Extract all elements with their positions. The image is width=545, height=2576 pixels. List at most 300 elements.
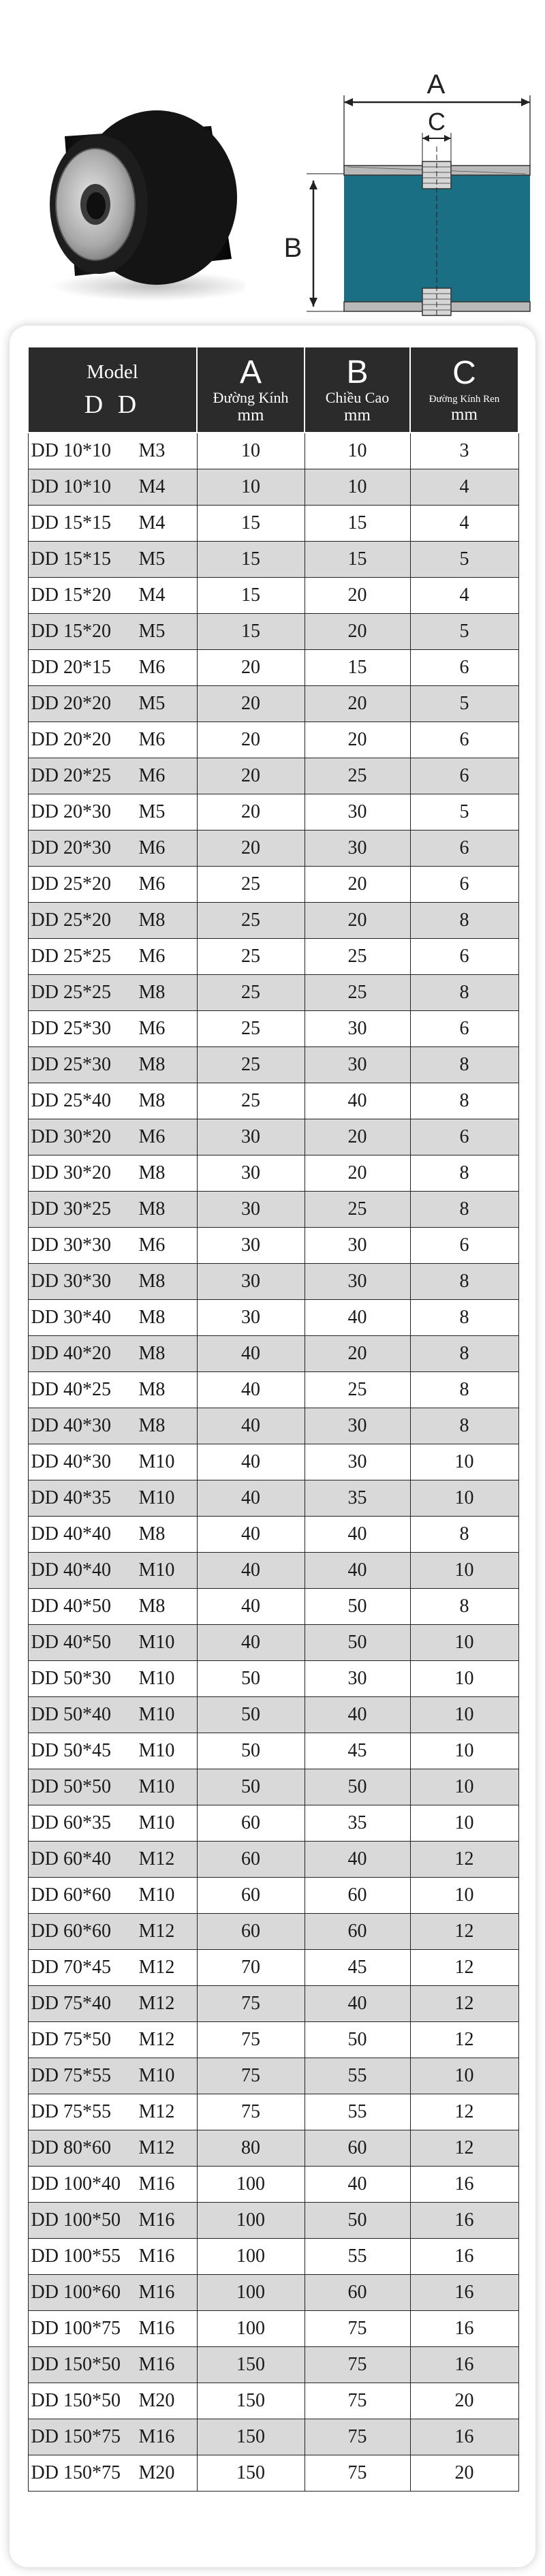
table-row <box>28 722 518 758</box>
spec-table-body <box>28 433 518 2492</box>
diameter-cell: 25 <box>197 1083 305 1119</box>
diameter-cell: 100 <box>197 2239 305 2275</box>
model-thread: M10 <box>138 1776 175 1797</box>
thread-diameter-cell: 8 <box>410 1408 518 1444</box>
height-cell: 30 <box>305 1661 410 1697</box>
thread-diameter-cell: 8 <box>410 975 518 1011</box>
table-row <box>28 1300 518 1336</box>
model-thread: M10 <box>138 1668 175 1689</box>
diameter-cell: 40 <box>197 1625 305 1661</box>
model-size: DD 25*40 <box>31 1090 111 1111</box>
model-thread: M8 <box>138 1343 166 1364</box>
model-thread: M4 <box>138 476 166 497</box>
thread-diameter-cell: 12 <box>410 1950 518 1986</box>
table-row <box>28 2419 518 2455</box>
model-cell <box>28 939 197 975</box>
model-cell <box>28 2203 197 2239</box>
spec-table <box>27 346 519 2492</box>
model-thread: M8 <box>138 1162 166 1183</box>
thread-diameter-cell: 8 <box>410 1589 518 1625</box>
table-row <box>28 2383 518 2419</box>
diameter-cell: 40 <box>197 1372 305 1408</box>
model-cell <box>28 2347 197 2383</box>
model-thread: M5 <box>138 801 166 822</box>
table-row <box>28 2275 518 2311</box>
diameter-cell: 50 <box>197 1733 305 1769</box>
diameter-cell: 15 <box>197 578 305 614</box>
model-cell <box>28 578 197 614</box>
model-thread: M5 <box>138 548 166 570</box>
thread-diameter-cell: 10 <box>410 1769 518 1805</box>
thread-diameter-cell: 16 <box>410 2167 518 2203</box>
model-size: DD 75*55 <box>31 2101 111 2122</box>
table-row <box>28 2058 518 2094</box>
diameter-cell: 100 <box>197 2203 305 2239</box>
table-row <box>28 1228 518 1264</box>
diameter-cell: 50 <box>197 1697 305 1733</box>
thread-diameter-cell: 12 <box>410 1986 518 2022</box>
model-thread: M4 <box>138 512 166 533</box>
model-thread: M12 <box>138 2137 175 2158</box>
model-size: DD 15*15 <box>31 548 111 570</box>
height-cell: 40 <box>305 1986 410 2022</box>
model-cell <box>28 1480 197 1517</box>
thread-diameter-cell: 16 <box>410 2311 518 2347</box>
model-column-header <box>28 347 197 433</box>
thread-diameter-cell: 8 <box>410 1300 518 1336</box>
diameter-cell: 150 <box>197 2347 305 2383</box>
table-row <box>28 542 518 578</box>
thread-diameter-cell: 12 <box>410 1914 518 1950</box>
thread-diameter-cell: 10 <box>410 1444 518 1480</box>
height-cell: 25 <box>305 975 410 1011</box>
table-row <box>28 2311 518 2347</box>
model-thread: M8 <box>138 1596 166 1617</box>
model-cell <box>28 903 197 939</box>
height-cell: 35 <box>305 1805 410 1842</box>
table-row <box>28 939 518 975</box>
height-cell: 30 <box>305 1408 410 1444</box>
model-size: DD 25*20 <box>31 873 111 895</box>
height-cell: 55 <box>305 2239 410 2275</box>
height-cell: 20 <box>305 722 410 758</box>
table-row <box>28 1697 518 1733</box>
model-cell <box>28 1950 197 1986</box>
model-cell <box>28 1842 197 1878</box>
table-row <box>28 1878 518 1914</box>
model-size: DD 100*75 <box>31 2318 121 2339</box>
diameter-cell: 70 <box>197 1950 305 1986</box>
thread-header-name: Đường Kính Ren <box>429 393 500 405</box>
diameter-cell: 60 <box>197 1878 305 1914</box>
model-thread: M16 <box>138 2318 175 2339</box>
model-thread: M16 <box>138 2426 175 2447</box>
thread-diameter-cell: 12 <box>410 2094 518 2130</box>
table-row <box>28 1480 518 1517</box>
model-thread: M6 <box>138 765 166 786</box>
model-size: DD 25*30 <box>31 1018 111 1039</box>
thread-diameter-cell: 4 <box>410 469 518 506</box>
height-cell: 20 <box>305 903 410 939</box>
thread-diameter-cell: 16 <box>410 2419 518 2455</box>
model-thread: M16 <box>138 2246 175 2267</box>
model-cell <box>28 2311 197 2347</box>
diameter-cell: 100 <box>197 2311 305 2347</box>
height-cell: 20 <box>305 1155 410 1192</box>
model-cell <box>28 542 197 578</box>
model-cell <box>28 1228 197 1264</box>
height-cell: 25 <box>305 1192 410 1228</box>
model-cell <box>28 1011 197 1047</box>
diameter-cell: 100 <box>197 2167 305 2203</box>
thread-diameter-cell: 20 <box>410 2383 518 2419</box>
diameter-cell: 30 <box>197 1300 305 1336</box>
table-row <box>28 1805 518 1842</box>
table-row <box>28 2130 518 2167</box>
thread-diameter-cell: 5 <box>410 542 518 578</box>
model-cell <box>28 794 197 831</box>
diameter-cell: 20 <box>197 686 305 722</box>
model-cell <box>28 614 197 650</box>
model-size: DD 150*75 <box>31 2426 121 2447</box>
model-size: DD 20*30 <box>31 837 111 858</box>
height-cell: 30 <box>305 794 410 831</box>
table-row <box>28 831 518 867</box>
height-cell: 40 <box>305 1697 410 1733</box>
diameter-header-unit: mm <box>237 405 264 424</box>
height-cell: 40 <box>305 1300 410 1336</box>
model-thread: M8 <box>138 1415 166 1436</box>
model-size: DD 50*40 <box>31 1704 111 1725</box>
model-thread: M6 <box>138 1018 166 1039</box>
thread-diameter-cell: 8 <box>410 903 518 939</box>
table-row <box>28 1769 518 1805</box>
model-thread: M10 <box>138 1704 175 1725</box>
table-row <box>28 578 518 614</box>
diameter-cell: 100 <box>197 2275 305 2311</box>
diameter-cell: 25 <box>197 903 305 939</box>
model-thread: M20 <box>138 2462 175 2483</box>
model-size: DD 40*20 <box>31 1343 111 1364</box>
table-row <box>28 1408 518 1444</box>
model-cell <box>28 2419 197 2455</box>
model-size: DD 25*20 <box>31 910 111 931</box>
model-cell <box>28 2275 197 2311</box>
model-size: DD 20*15 <box>31 657 111 678</box>
diameter-header-letter: A <box>239 354 262 390</box>
thread-diameter-cell: 12 <box>410 2130 518 2167</box>
model-cell <box>28 975 197 1011</box>
model-cell <box>28 758 197 794</box>
model-thread: M16 <box>138 2173 175 2194</box>
diameter-cell: 150 <box>197 2383 305 2419</box>
model-size: DD 20*20 <box>31 729 111 750</box>
thread-diameter-cell: 6 <box>410 758 518 794</box>
table-row <box>28 1986 518 2022</box>
model-thread: M16 <box>138 2354 175 2375</box>
table-row <box>28 1119 518 1155</box>
thread-diameter-cell: 3 <box>410 433 518 469</box>
diameter-cell: 50 <box>197 1769 305 1805</box>
diameter-cell: 15 <box>197 542 305 578</box>
model-size: DD 150*50 <box>31 2390 121 2411</box>
table-row <box>28 1625 518 1661</box>
diameter-cell: 25 <box>197 1011 305 1047</box>
model-size: DD 150*50 <box>31 2354 121 2375</box>
model-cell <box>28 2167 197 2203</box>
table-row <box>28 1155 518 1192</box>
model-cell <box>28 1372 197 1408</box>
model-thread: M8 <box>138 1379 166 1400</box>
model-cell <box>28 1805 197 1842</box>
model-thread: M12 <box>138 1957 175 1978</box>
model-cell <box>28 469 197 506</box>
table-row <box>28 1372 518 1408</box>
thread-diameter-cell: 5 <box>410 686 518 722</box>
model-thread: M16 <box>138 2209 175 2231</box>
table-row <box>28 469 518 506</box>
height-cell: 75 <box>305 2455 410 2492</box>
model-size: DD 50*50 <box>31 1776 111 1797</box>
model-size: DD 20*25 <box>31 765 111 786</box>
height-cell: 60 <box>305 1878 410 1914</box>
model-thread: M10 <box>138 2065 175 2086</box>
model-size: DD 60*60 <box>31 1921 111 1942</box>
table-row <box>28 867 518 903</box>
model-cell <box>28 1444 197 1480</box>
diameter-cell: 30 <box>197 1228 305 1264</box>
table-row <box>28 1842 518 1878</box>
table-row <box>28 650 518 686</box>
model-size: DD 40*35 <box>31 1487 111 1508</box>
table-row <box>28 686 518 722</box>
model-thread: M6 <box>138 1126 166 1147</box>
model-cell <box>28 2239 197 2275</box>
height-cell: 60 <box>305 2130 410 2167</box>
table-row <box>28 758 518 794</box>
thread-diameter-cell: 12 <box>410 1842 518 1878</box>
height-cell: 30 <box>305 1444 410 1480</box>
table-row <box>28 1553 518 1589</box>
model-cell <box>28 650 197 686</box>
thread-diameter-cell: 10 <box>410 1625 518 1661</box>
model-size: DD 50*30 <box>31 1668 111 1689</box>
model-thread: M12 <box>138 2029 175 2050</box>
model-cell <box>28 1155 197 1192</box>
height-cell: 30 <box>305 1047 410 1083</box>
model-cell <box>28 506 197 542</box>
diameter-cell: 60 <box>197 1914 305 1950</box>
model-thread: M10 <box>138 1487 175 1508</box>
model-size: DD 60*60 <box>31 1884 111 1906</box>
thread-diameter-cell: 16 <box>410 2203 518 2239</box>
diameter-cell: 25 <box>197 975 305 1011</box>
model-size: DD 100*55 <box>31 2246 121 2267</box>
thread-diameter-cell: 6 <box>410 831 518 867</box>
diameter-cell: 15 <box>197 614 305 650</box>
model-cell <box>28 1625 197 1661</box>
thread-diameter-cell: 8 <box>410 1155 518 1192</box>
height-cell: 55 <box>305 2058 410 2094</box>
height-cell: 20 <box>305 686 410 722</box>
height-cell: 15 <box>305 506 410 542</box>
height-cell: 30 <box>305 831 410 867</box>
table-row <box>28 975 518 1011</box>
diameter-cell: 10 <box>197 469 305 506</box>
height-cell: 40 <box>305 1517 410 1553</box>
model-size: DD 10*10 <box>31 440 111 461</box>
model-thread: M20 <box>138 2390 175 2411</box>
model-size: DD 100*50 <box>31 2209 121 2231</box>
model-size: DD 40*25 <box>31 1379 111 1400</box>
model-size: DD 100*60 <box>31 2282 121 2303</box>
model-size: DD 60*35 <box>31 1812 111 1833</box>
model-size: DD 40*50 <box>31 1632 111 1653</box>
model-thread: M8 <box>138 982 166 1003</box>
diameter-cell: 40 <box>197 1444 305 1480</box>
diameter-column-header <box>197 347 305 433</box>
thread-diameter-cell: 10 <box>410 1878 518 1914</box>
thread-diameter-cell: 8 <box>410 1517 518 1553</box>
thread-diameter-cell: 5 <box>410 614 518 650</box>
model-thread: M10 <box>138 1451 175 1472</box>
diameter-cell: 25 <box>197 939 305 975</box>
height-cell: 15 <box>305 542 410 578</box>
model-size: DD 25*30 <box>31 1054 111 1075</box>
model-thread: M12 <box>138 2101 175 2122</box>
rubber-mount-image <box>27 102 245 307</box>
table-header-row <box>28 347 518 433</box>
height-cell: 40 <box>305 1842 410 1878</box>
model-cell <box>28 1914 197 1950</box>
table-row <box>28 2094 518 2130</box>
thread-diameter-cell: 6 <box>410 939 518 975</box>
model-cell <box>28 1083 197 1119</box>
table-row <box>28 1083 518 1119</box>
model-cell <box>28 1192 197 1228</box>
height-cell: 60 <box>305 2275 410 2311</box>
diameter-cell: 30 <box>197 1119 305 1155</box>
table-row <box>28 1444 518 1480</box>
height-cell: 30 <box>305 1011 410 1047</box>
diameter-cell: 75 <box>197 2094 305 2130</box>
height-cell: 30 <box>305 1228 410 1264</box>
model-thread: M5 <box>138 693 166 714</box>
table-row <box>28 1264 518 1300</box>
diameter-cell: 75 <box>197 2022 305 2058</box>
height-cell: 50 <box>305 2203 410 2239</box>
model-cell <box>28 722 197 758</box>
model-cell <box>28 1553 197 1589</box>
model-thread: M6 <box>138 729 166 750</box>
model-cell <box>28 867 197 903</box>
height-cell: 20 <box>305 1119 410 1155</box>
model-cell <box>28 1589 197 1625</box>
table-row <box>28 1950 518 1986</box>
diameter-cell: 50 <box>197 1661 305 1697</box>
model-size: DD 15*20 <box>31 621 111 642</box>
diameter-cell: 40 <box>197 1336 305 1372</box>
model-size: DD 150*75 <box>31 2462 121 2483</box>
table-row <box>28 1661 518 1697</box>
thread-diameter-cell: 10 <box>410 1733 518 1769</box>
model-size: DD 30*30 <box>31 1271 111 1292</box>
model-thread: M10 <box>138 1812 175 1833</box>
model-thread: M12 <box>138 1921 175 1942</box>
table-row <box>28 1192 518 1228</box>
height-cell: 75 <box>305 2347 410 2383</box>
model-size: DD 40*40 <box>31 1559 111 1581</box>
table-row <box>28 1914 518 1950</box>
thread-column-header <box>410 347 518 433</box>
height-cell: 50 <box>305 1769 410 1805</box>
model-thread: M4 <box>138 585 166 606</box>
thread-diameter-cell: 8 <box>410 1192 518 1228</box>
height-column-header <box>305 347 410 433</box>
model-cell <box>28 1300 197 1336</box>
diameter-cell: 40 <box>197 1589 305 1625</box>
diameter-cell: 20 <box>197 722 305 758</box>
height-cell: 40 <box>305 1553 410 1589</box>
model-cell <box>28 1733 197 1769</box>
spec-table-card <box>10 326 535 2567</box>
diameter-cell: 150 <box>197 2455 305 2492</box>
model-size: DD 20*30 <box>31 801 111 822</box>
height-cell: 75 <box>305 2311 410 2347</box>
table-row <box>28 1336 518 1372</box>
height-cell: 50 <box>305 2022 410 2058</box>
height-cell: 30 <box>305 1264 410 1300</box>
dimension-a-label: A <box>426 69 446 99</box>
model-size: DD 80*60 <box>31 2137 111 2158</box>
model-thread: M10 <box>138 1632 175 1653</box>
height-cell: 25 <box>305 758 410 794</box>
model-thread: M8 <box>138 1054 166 1075</box>
model-thread: M12 <box>138 1848 175 1869</box>
table-row <box>28 2347 518 2383</box>
model-cell <box>28 433 197 469</box>
model-cell <box>28 2383 197 2419</box>
thread-diameter-cell: 16 <box>410 2347 518 2383</box>
table-row <box>28 614 518 650</box>
thread-diameter-cell: 20 <box>410 2455 518 2492</box>
height-cell: 25 <box>305 939 410 975</box>
model-thread: M10 <box>138 1884 175 1906</box>
model-thread: M10 <box>138 1740 175 1761</box>
thread-diameter-cell: 6 <box>410 722 518 758</box>
model-thread: M5 <box>138 621 166 642</box>
diameter-cell: 40 <box>197 1553 305 1589</box>
height-cell: 45 <box>305 1950 410 1986</box>
height-cell: 20 <box>305 867 410 903</box>
table-row <box>28 2239 518 2275</box>
table-row <box>28 2167 518 2203</box>
table-row <box>28 1047 518 1083</box>
model-size: DD 75*40 <box>31 1993 111 2014</box>
height-cell: 75 <box>305 2383 410 2419</box>
model-size: DD 30*25 <box>31 1198 111 1220</box>
height-cell: 60 <box>305 1914 410 1950</box>
thread-diameter-cell: 10 <box>410 1805 518 1842</box>
height-cell: 50 <box>305 1589 410 1625</box>
model-size: DD 30*20 <box>31 1162 111 1183</box>
height-cell: 20 <box>305 614 410 650</box>
model-thread: M6 <box>138 873 166 895</box>
diameter-header-name: Đường Kính <box>213 388 289 406</box>
thread-diameter-cell: 16 <box>410 2239 518 2275</box>
diameter-cell: 20 <box>197 831 305 867</box>
model-thread: M6 <box>138 1235 166 1256</box>
